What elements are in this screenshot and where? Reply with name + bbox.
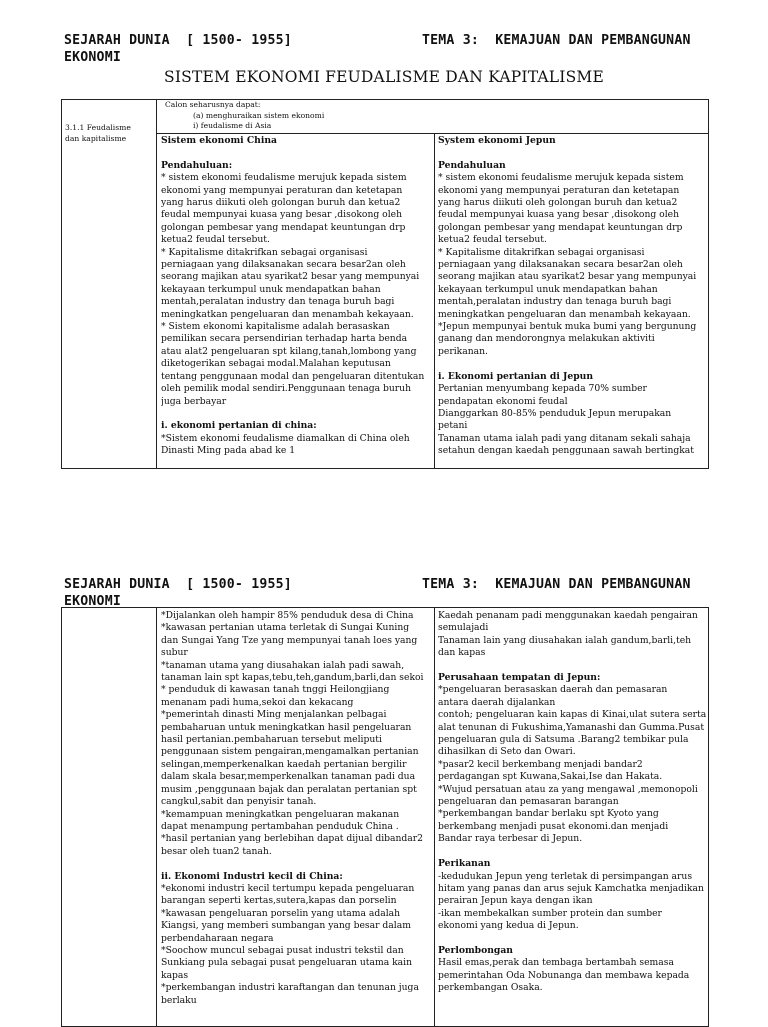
- text-line: Perusahaan tempatan di Jepun:: [438, 672, 601, 684]
- text-line: *Wujud persatuan atau za yang mengawal ,memonopoli: [438, 783, 698, 795]
- header-theme: TEMA 3: KEMAJUAN DAN PEMBANGUNAN: [422, 577, 691, 592]
- text-line: Perlombongan: [438, 944, 513, 956]
- text-line: *ekonomi industri kecil tertumpu kepada pengeluaran: [161, 882, 415, 894]
- japan-column-continued: [438, 610, 708, 1024]
- text-line: Kaedah penanam padi menggunakan kaedah pengairan: [438, 610, 698, 621]
- text-line: *pengeluaran berasaskan daerah dan pemasaran: [438, 684, 668, 696]
- text-line: perbendaharaan negara: [161, 932, 274, 944]
- text-line: penggunaan sistem pengairan,mengamalkan pertanian: [161, 746, 419, 758]
- text-line: dalam skala besar,memperkenalkan tanaman padi dua: [161, 771, 416, 783]
- header-theme: TEMA 3: KEMAJUAN DAN PEMBANGUNAN: [422, 33, 691, 48]
- text-line: * sistem ekonomi feudalisme merujuk kepada sistem: [438, 172, 684, 184]
- text-line: seorang majikan atau syarikat2 besar yang mempunyai: [438, 271, 697, 283]
- text-line: perniagaan yang dilaksanakan secara besar2an oleh: [438, 259, 683, 271]
- text-line: Hasil emas,perak dan tembaga bertambah semasa: [438, 957, 674, 969]
- text-line: setahun dengan kaedah penggunaan sawah bertingkat: [438, 445, 694, 457]
- text-line: perairan Jepun kaya dengan ikan: [438, 895, 593, 907]
- objective-intro: Calon seharusnya dapat:: [165, 100, 261, 109]
- text-line: i. ekonomi pertanian di china:: [161, 420, 317, 432]
- text-line: mentah,peralatan industry dan tenaga buruh bagi: [161, 296, 395, 308]
- text-line: ekonomi yang mempunyai peraturan dan ketetapan: [438, 184, 680, 196]
- text-line: [438, 660, 708, 672]
- header-subject: SEJARAH DUNIA [ 1500- 1955]: [64, 577, 292, 592]
- text-line: berlaku: [161, 994, 197, 1006]
- text-line: Pendahuluan:: [161, 159, 233, 171]
- table-divider: [434, 607, 435, 1027]
- text-line: Pertanian menyumbang kepada 70% sumber: [438, 383, 647, 395]
- text-line: petani: [438, 420, 468, 432]
- text-line: * Kapitalisme ditakrifkan sebagai organisasi: [161, 246, 368, 258]
- table-divider: [156, 607, 157, 1027]
- text-line: Bandar raya terbesar di Jepun.: [438, 833, 583, 845]
- text-line: ketua2 feudal tersebut.: [438, 234, 547, 246]
- text-line: [161, 408, 433, 420]
- text-line: *perkembangan industri karaftangan dan tenunan juga: [161, 982, 419, 994]
- text-line: pengeluaran dan pemasaran barangan: [438, 796, 619, 808]
- text-line: dihasilkan di Seto dan Owari.: [438, 746, 576, 758]
- text-line: cangkul,sabit dan penyisir tanah.: [161, 796, 317, 808]
- japan-heading: System ekonomi Jepun: [438, 135, 556, 146]
- table-divider: [156, 133, 709, 134]
- text-line: *Dijalankan oleh hampir 85% penduduk desa di China: [161, 610, 414, 621]
- text-line: subur: [161, 647, 188, 659]
- text-line: dan Sungai Yang Tze yang mempunyai tanah loes yang: [161, 634, 418, 646]
- text-line: Dianggarkan 80-85% penduduk Jepun merupakan: [438, 407, 672, 419]
- text-line: i. Ekonomi pertanian di Jepun: [438, 370, 593, 382]
- text-line: berkembang menjadi pusat ekonomi.dan menjadi: [438, 820, 669, 832]
- header-theme-continued: EKONOMI: [64, 594, 121, 609]
- japan-text: [438, 610, 708, 995]
- objectives: [165, 100, 705, 132]
- text-line: [438, 147, 708, 159]
- table-divider: [434, 133, 435, 469]
- text-line: semulajadi: [438, 622, 489, 634]
- text-line: pemerintahan Oda Nobunanga dan membawa kepada: [438, 969, 690, 981]
- china-text: [161, 147, 433, 457]
- text-line: tanaman lain spt kapas,tebu,teh,gandum,barli,dan sekoi: [161, 672, 424, 684]
- topic-code: 3.1.1 Feudalisme: [65, 123, 131, 132]
- china-heading: Sistem ekonomi China: [161, 135, 277, 146]
- text-line: atau alat2 pengeluaran spt kilang,tanah,lombong yang: [161, 345, 417, 357]
- text-line: menanam padi huma,sekoi dan kekacang: [161, 696, 354, 708]
- text-line: perniagaan yang dilaksanakan secara besar2an oleh: [161, 259, 406, 271]
- text-line: *pemerintah dinasti Ming menjalankan pelbagai: [161, 709, 387, 721]
- text-line: barangan seperti kertas,sutera,kapas dan porselin: [161, 895, 397, 907]
- objective-item: (a) menghuraikan sistem ekonomi: [193, 110, 325, 120]
- page-title: SISTEM EKONOMI FEUDALISME DAN KAPITALISME: [164, 68, 604, 86]
- text-line: mentah,peralatan industry dan tenaga buruh bagi: [438, 296, 672, 308]
- text-line: perkembangan Osaka.: [438, 982, 543, 994]
- text-line: kapas: [161, 969, 189, 981]
- text-line: pengeluaran gula di Satsuma .Barang2 tembikar pula: [438, 734, 689, 746]
- text-line: Dinasti Ming pada abad ke 1: [161, 445, 296, 457]
- text-line: ekonomi yang mempunyai peraturan dan ketetapan: [161, 184, 403, 196]
- text-line: [161, 858, 433, 870]
- text-line: ketua2 feudal tersebut.: [161, 234, 270, 246]
- text-line: [161, 147, 433, 159]
- text-line: dapat menampung pertambahan penduduk China .: [161, 820, 399, 832]
- text-line: pendapatan ekonomi feudal: [438, 395, 568, 407]
- japan-column: [438, 135, 708, 468]
- text-line: Perikanan: [438, 858, 491, 870]
- text-line: *pasar2 kecil berkembang menjadi bandar2: [438, 758, 643, 770]
- header-subject: SEJARAH DUNIA [ 1500- 1955]: [64, 33, 292, 48]
- text-line: tentang penggunaan modal dan pengeluaran ditentukan: [161, 370, 425, 382]
- text-line: antara daerah dijalankan: [438, 696, 556, 708]
- text-line: Kiangsi, yang memberi sumbangan yang besar dalam: [161, 920, 411, 932]
- text-line: seorang majikan atau syarikat2 besar yang mempunyai: [161, 271, 420, 283]
- text-line: ganang dan mendorongnya melakukan aktiviti: [438, 333, 655, 345]
- text-line: diketogerikan sebagai modal.Malahan keputusan: [161, 358, 391, 370]
- text-line: dan kapas: [438, 647, 486, 659]
- text-line: hasil pertanian.pembaharuan tersebut meliputi: [161, 734, 382, 746]
- text-line: feudal mempunyai kuasa yang besar ,disokong oleh: [161, 209, 402, 221]
- text-line: yang harus diikuti oleh golongan buruh dan ketua2: [161, 197, 401, 209]
- text-line: *Sistem ekonomi feudalisme diamalkan di China oleh: [161, 432, 410, 444]
- topic-code-line2: dan kapitalisme: [65, 133, 127, 143]
- text-line: *kemampuan meningkatkan pengeluaran makanan: [161, 808, 400, 820]
- text-line: [438, 358, 708, 370]
- text-line: meningkatkan pengeluaran dan menambah kekayaan.: [438, 308, 691, 320]
- text-line: *kawasan pengeluaran porselin yang utama adalah: [161, 907, 401, 919]
- text-line: [438, 846, 708, 858]
- topic-code-cell: [65, 123, 155, 144]
- text-line: yang harus diikuti oleh golongan buruh dan ketua2: [438, 197, 678, 209]
- text-line: juga berbayar: [161, 395, 227, 407]
- text-line: *perkembangan bandar berlaku spt Kyoto yang: [438, 808, 659, 820]
- header-theme-continued: EKONOMI: [64, 50, 121, 65]
- text-line: *hasil pertanian yang berlebihan dapat dijual dibandar2: [161, 833, 424, 845]
- text-line: pembaharuan untuk meningkatkan hasil pengeluaran: [161, 721, 412, 733]
- table-divider: [156, 99, 157, 469]
- text-line: meningkatkan pengeluaran dan menambah kekayaan.: [161, 308, 414, 320]
- text-line: -ikan membekalkan sumber protein dan sumber: [438, 907, 662, 919]
- text-line: alat tenunan di Fukushima,Yamanashi dan Gumma.Pusat: [438, 721, 705, 733]
- text-line: Tanaman lain yang diusahakan ialah gandum,barli,teh: [438, 634, 692, 646]
- china-text: [161, 610, 433, 1007]
- text-line: kekayaan terkumpul unuk mendapatkan bahan: [438, 283, 658, 295]
- text-line: golongan pembesar yang mendapat keuntungan drp: [161, 221, 406, 233]
- text-line: perdagangan spt Kuwana,Sakai,Ise dan Hakata.: [438, 771, 663, 783]
- china-column: [161, 135, 433, 468]
- china-column-continued: [161, 610, 433, 1024]
- objective-subitem: i) feudalisme di Asia: [193, 121, 272, 131]
- text-line: feudal mempunyai kuasa yang besar ,disokong oleh: [438, 209, 679, 221]
- text-line: [438, 933, 708, 945]
- text-line: * Sistem ekonomi kapitalisme adalah berasaskan: [161, 321, 390, 333]
- text-line: golongan pembesar yang mendapat keuntungan drp: [438, 221, 683, 233]
- text-line: besar oleh tuan2 tanah.: [161, 845, 272, 857]
- text-line: Tanaman utama ialah padi yang ditanam sekali sahaja: [438, 432, 691, 444]
- text-line: Sunkiang pula sebagai pusat pengeluaran utama kain: [161, 957, 412, 969]
- text-line: perikanan.: [438, 345, 488, 357]
- text-line: musim ,penggunaan bajak dan peralatan pertanian spt: [161, 783, 417, 795]
- text-line: kekayaan terkumpul unuk mendapatkan bahan: [161, 283, 381, 295]
- text-line: pemilikan secara persendirian terhadap harta benda: [161, 333, 408, 345]
- text-line: ii. Ekonomi Industri kecil di China:: [161, 870, 343, 882]
- text-line: * sistem ekonomi feudalisme merujuk kepada sistem: [161, 172, 407, 184]
- text-line: Pendahuluan: [438, 159, 506, 171]
- text-line: selingan,memperkenalkan kaedah pertanian bergilir: [161, 758, 407, 770]
- text-line: * Kapitalisme ditakrifkan sebagai organisasi: [438, 246, 645, 258]
- text-line: oleh pemilik modal sendiri.Penggunaan tenaga buruh: [161, 383, 412, 395]
- text-line: contoh; pengeluaran kain kapas di Kinai,ulat sutera serta: [438, 709, 707, 721]
- text-line: *kawasan pertanian utama terletak di Sungai Kuning: [161, 622, 410, 634]
- text-line: *tanaman utama yang diusahakan ialah padi sawah,: [161, 659, 405, 671]
- text-line: -kedudukan Jepun yeng terletak di persimpangan arus: [438, 870, 693, 882]
- text-line: *Soochow muncul sebagai pusat industri tekstil dan: [161, 944, 404, 956]
- text-line: hitam yang panas dan arus sejuk Kamchatka menjadikan: [438, 882, 704, 894]
- text-line: * penduduk di kawasan tanah tnggi Heilongjiang: [161, 684, 390, 696]
- text-line: ekonomi yang kedua di Jepun.: [438, 920, 579, 932]
- japan-text: [438, 147, 708, 457]
- text-line: *Jepun mempunyai bentuk muka bumi yang bergunung: [438, 321, 697, 333]
